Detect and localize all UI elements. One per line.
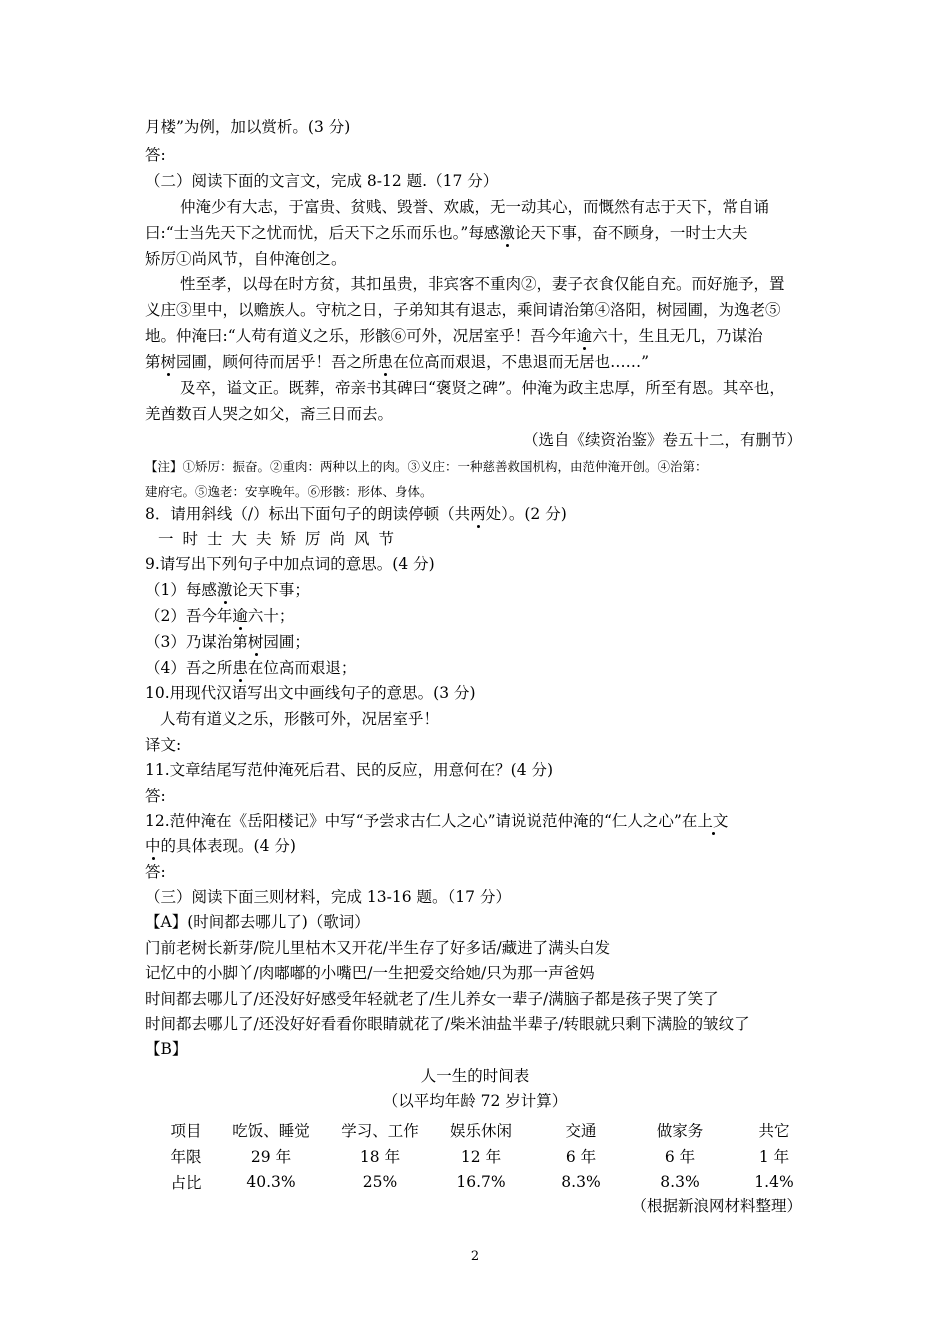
passage-line: 及卒，谥文正。既葬，帝亲书其碑曰“褒贤之碑”。仲淹为政主忠厚，所至有恩。其卒也， [180, 379, 785, 397]
passage-line: 义庄③里中，以赡族人。守杭之日，子弟知其有退志，乘间请治第④洛阳，树园圃，为逸老⑤ [145, 301, 781, 319]
text-span: 8．请用斜线（/）标出下面句子的朗读停顿（ [145, 505, 455, 523]
table-cell: 学习、工作 [341, 1122, 419, 1140]
question-8-sentence: 一时士大夫矫厉尚风节 [158, 530, 404, 548]
table-cell: 6 年 [565, 1148, 597, 1166]
table-cell: 8.3% [660, 1173, 700, 1191]
dotted-word: 逾 [232, 607, 248, 625]
question-12 [145, 811, 728, 831]
answer-label: 答: [145, 146, 166, 164]
question-10-sentence: 人苟有道义之乐，形骸可外，况居室乎！ [160, 710, 440, 728]
table-row [160, 1143, 818, 1169]
text-span: 12.范仲淹在《岳阳楼记》中写“予尝求古仁人之心”请说说范仲淹的“仁人之心”在 [145, 812, 698, 830]
table-cell: 共它 [758, 1122, 790, 1140]
text-span: 论天下事，奋不顾身，一时士大夫 [514, 224, 748, 242]
text-span: 六十，生且无几，乃谋治 [592, 327, 763, 345]
passage-line: 矫厉①尚风节，自仲淹创之。 [145, 250, 347, 268]
answer-label: 答: [145, 787, 166, 805]
time-table [160, 1117, 818, 1195]
text-span: 在位高而艰退，不患退而无居也……” [393, 353, 649, 371]
passage-line: 羌酋数百人哭之如父，斋三日而去。 [145, 405, 394, 423]
table-header-row [160, 1117, 818, 1143]
dotted-word: 激 [216, 581, 233, 599]
text-span: （1）每感 [145, 581, 217, 599]
table-cell: 1.4% [754, 1173, 794, 1191]
page-number: 2 [470, 1249, 480, 1264]
dotted-word: 树 [160, 353, 177, 371]
dotted-word: 共两处 [454, 505, 502, 523]
question-8 [145, 504, 567, 524]
text-span: 曰:“士当先天下之忧而忧，后天下之乐而乐也。”每感 [145, 224, 500, 242]
text-span: 论天下事； [232, 581, 310, 599]
table-cell: 40.3% [246, 1173, 296, 1191]
text-span: 第 [145, 353, 161, 371]
footnote-line: 【注】①矫厉：振奋。②重肉：两种以上的肉。③义庄：一种慈善救国机构，由范仲淹开创。④治第： [145, 459, 708, 474]
table-cell: 年限 [170, 1148, 202, 1166]
passage-line: 仲淹少有大志，于富贵、贫贱、毁誉、欢戚，无一动其心，而慨然有志于天下，常自诵 [180, 198, 770, 216]
passage-line: 性至孝，以母在时方贫，其扣虽贵，非宾客不重肉②，妻子衣食仅能自充。而好施予，置 [180, 275, 785, 293]
table-cell: 1 年 [758, 1148, 790, 1166]
table-cell: 25% [362, 1173, 398, 1191]
passage-line [145, 223, 747, 243]
text-span: 在位高而艰退； [247, 659, 357, 677]
text-span: 的具体表现。(4 分) [160, 837, 296, 855]
question-9-item [145, 658, 356, 678]
text-span: ）。(2 分) [501, 505, 567, 523]
table-title: 人一生的时间表 [420, 1067, 530, 1085]
text-span: 园圃； [263, 633, 310, 651]
question-12-cont [145, 836, 296, 856]
table-cell: 29 年 [250, 1148, 292, 1166]
lyric-line: 时间都去哪儿了/还没好好感受年轻就老了/生儿养女一辈子/满脑子都是孩子哭了笑了 [145, 990, 719, 1008]
question-9: 9.请写出下列句子中加点词的意思。(4 分) [145, 555, 435, 573]
dotted-word: 上文 [697, 812, 729, 830]
table-cell: 交通 [565, 1122, 597, 1140]
passage-line [145, 352, 649, 372]
footnote-line: 建府宅。⑤逸老：安享晚年。⑥形骸：形体、身体。 [145, 484, 433, 499]
passage-line [145, 326, 763, 346]
table-cell: 做家务 [656, 1122, 704, 1140]
question-10: 10.用现代汉语写出文中画线句子的意思。(3 分) [145, 684, 476, 702]
table-cell: 娱乐休闲 [449, 1122, 512, 1140]
question-9-item [145, 580, 310, 600]
dotted-word: 患 [377, 353, 394, 371]
answer-label: 答: [145, 863, 166, 881]
material-b-heading: 【B】 [145, 1040, 188, 1058]
dotted-word: 逾 [576, 327, 593, 345]
question-11: 11.文章结尾写范仲淹死后君、民的反应，用意何在？(4 分) [145, 761, 554, 779]
text-span: （3）乃谋治第 [145, 633, 248, 651]
table-cell: 项目 [170, 1122, 202, 1140]
question-9-item [145, 606, 294, 626]
dotted-word: 中 [145, 837, 161, 855]
text-span: 园圃，顾何待而居乎！吾之所 [176, 353, 378, 371]
table-subtitle: （以平均年龄 72 岁计算） [382, 1092, 568, 1110]
table-cell: 占比 [170, 1174, 202, 1192]
text-span: 六十； [247, 607, 295, 625]
table-cell: 吃饭、睡觉 [232, 1122, 310, 1140]
table-cell: 8.3% [561, 1173, 601, 1191]
dotted-word: 树 [247, 633, 264, 651]
table-cell: 16.7% [456, 1173, 506, 1191]
table-cell: 18 年 [359, 1148, 401, 1166]
source-citation: （选自《续资治鉴》卷五十二，有删节） [522, 431, 802, 449]
answer-label: 译文: [145, 736, 182, 754]
text-span: （2）吾今年 [145, 607, 233, 625]
text-span: （4）吾之所 [145, 659, 233, 677]
lyric-line: 记忆中的小脚丫/肉嘟嘟的小嘴巴/一生把爱交给她/只为那一声爸妈 [145, 964, 595, 982]
dotted-word: 激 [499, 224, 515, 242]
table-row [160, 1169, 818, 1195]
text-line: 月楼”为例，加以赏析。(3 分) [145, 118, 351, 136]
table-cell: 12 年 [460, 1148, 502, 1166]
section-heading: （三）阅读下面三则材料，完成 13-16 题。（17 分） [145, 888, 511, 906]
dotted-word: 患 [232, 659, 248, 677]
table-cell: 6 年 [664, 1148, 696, 1166]
material-a-heading: 【A】(时间都去哪儿了)（歌词） [145, 913, 370, 931]
lyric-line: 时间都去哪儿了/还没好好看看你眼睛就花了/柴米油盐半辈子/转眼就只剩下满脸的皱纹了 [145, 1015, 750, 1033]
question-9-item [145, 632, 310, 652]
table-source: （根据新浪网材料整理） [631, 1197, 802, 1215]
section-heading: （二）阅读下面的文言文，完成 8-12 题.（17 分） [145, 172, 499, 190]
text-span: 地。仲淹曰:“人苟有道义之乐，形骸⑥可外，况居室乎！吾今年 [145, 327, 577, 345]
lyric-line: 门前老树长新芽/院儿里枯木又开花/半生存了好多话/藏进了满头白发 [145, 939, 611, 957]
